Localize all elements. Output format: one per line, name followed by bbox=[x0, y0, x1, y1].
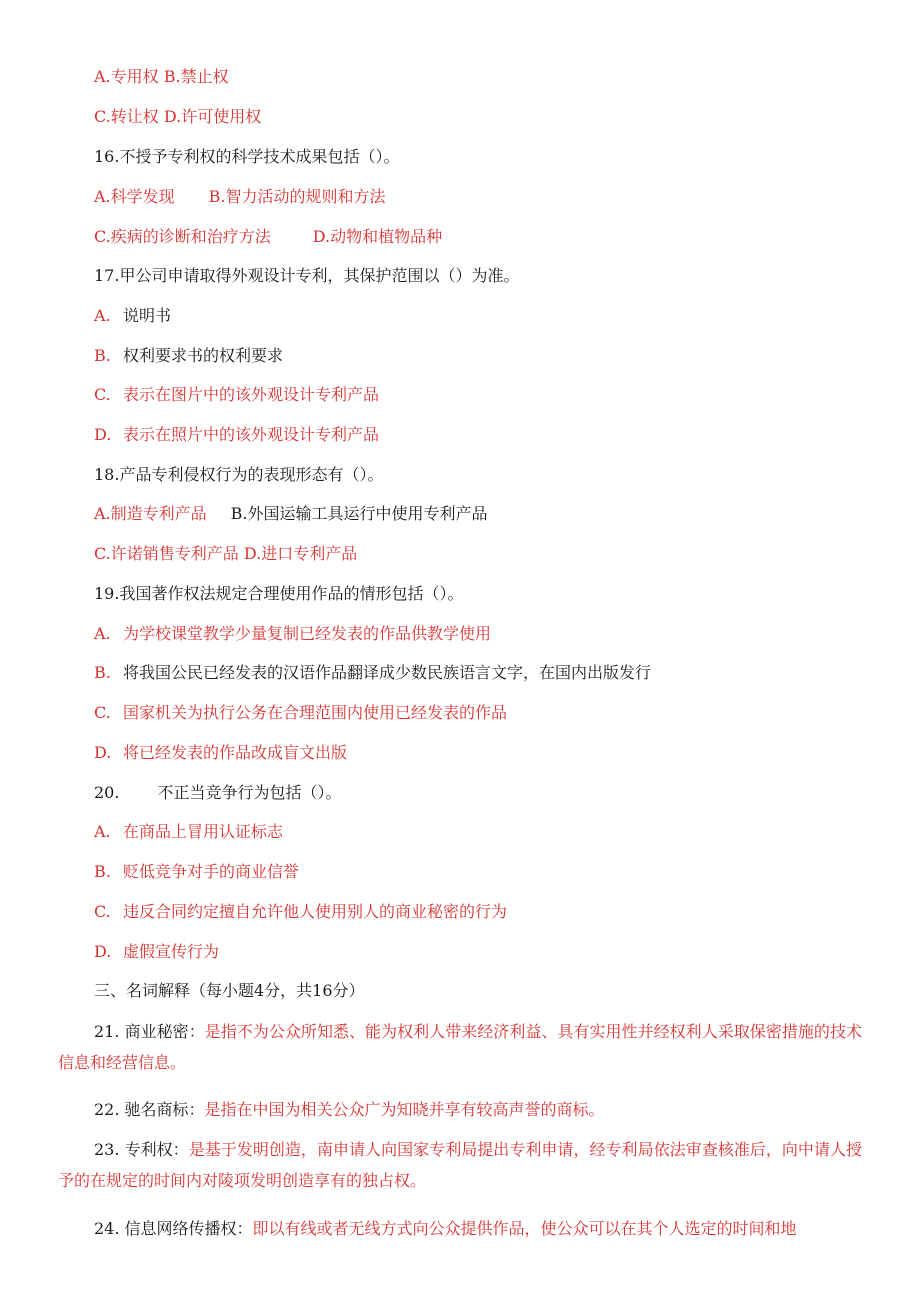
option-text: 表示在图片中的该外观设计专利产品 bbox=[123, 385, 380, 404]
option-label: D. bbox=[94, 942, 112, 961]
q15-option-a: A.专用权 bbox=[94, 67, 159, 86]
option-text: 国家机关为执行公务在合理范围内使用已经发表的作品 bbox=[123, 703, 508, 722]
option-text: 虚假宣传行为 bbox=[123, 942, 220, 961]
option-label: C. bbox=[94, 902, 111, 921]
option-label: B. bbox=[94, 346, 111, 365]
q15-options-ab bbox=[94, 67, 229, 87]
term-label: 22. 驰名商标： bbox=[94, 1100, 205, 1119]
q20-stem-line bbox=[94, 783, 341, 803]
q16-option-c: C.疾病的诊断和治疗方法 bbox=[94, 227, 271, 246]
q15-option-c: C.转让权 bbox=[94, 107, 159, 126]
q19-option-c bbox=[94, 703, 507, 723]
q17-option-b bbox=[94, 346, 283, 366]
q17-option-c bbox=[94, 385, 379, 405]
q18-option-b: B.外国运输工具运行中使用专利产品 bbox=[230, 504, 488, 523]
term-24 bbox=[58, 1213, 862, 1244]
q16-stem: 16.不授予专利权的科学技术成果包括（）。 bbox=[94, 147, 400, 166]
q20-option-b bbox=[94, 862, 299, 882]
q15-option-b: B.禁止权 bbox=[163, 67, 229, 86]
q16-option-d: D.动物和植物品种 bbox=[312, 227, 443, 246]
q15-option-d: D.许可使用权 bbox=[163, 107, 262, 126]
q19-stem: 19.我国著作权法规定合理使用作品的情形包括（）。 bbox=[94, 584, 464, 603]
q17-option-a bbox=[94, 306, 171, 326]
option-text: 将我国公民已经发表的汉语作品翻译成少数民族语言文字，在国内出版发行 bbox=[123, 663, 652, 682]
option-label: D. bbox=[94, 743, 112, 762]
q18-option-c: C.许诺销售专利产品 bbox=[94, 544, 239, 563]
option-label: D. bbox=[94, 425, 112, 444]
term-label: 21. 商业秘密： bbox=[94, 1022, 205, 1041]
term-definition: 是指在中国为相关公众广为知晓并享有较高声誉的商标。 bbox=[204, 1100, 605, 1119]
q16-option-a: A.科学发现 bbox=[94, 187, 175, 206]
q15-options-cd bbox=[94, 107, 261, 127]
option-text: 在商品上冒用认证标志 bbox=[123, 822, 284, 841]
option-text: 贬低竞争对手的商业信誉 bbox=[123, 862, 300, 881]
q20-option-c bbox=[94, 902, 507, 922]
q20-option-d bbox=[94, 942, 219, 962]
option-text: 表示在照片中的该外观设计专利产品 bbox=[123, 425, 380, 444]
section-heading: 三、名词解释（每小题4分，共16分） bbox=[94, 981, 365, 1000]
option-label: B. bbox=[94, 663, 111, 682]
q16-options-ab bbox=[94, 187, 386, 207]
option-text: 为学校课堂教学少量复制已经发表的作品供教学使用 bbox=[123, 624, 492, 643]
option-label: B. bbox=[94, 862, 111, 881]
q18-options-cd bbox=[94, 544, 357, 564]
q16-option-b: B.智力活动的规则和方法 bbox=[208, 187, 386, 206]
term-22 bbox=[58, 1094, 862, 1125]
q18-option-d: D.进口专利产品 bbox=[243, 544, 358, 563]
q17-option-d bbox=[94, 425, 379, 445]
q20-number: 20. bbox=[94, 783, 120, 802]
term-label: 23. 专利权： bbox=[94, 1140, 189, 1159]
term-21 bbox=[58, 1016, 862, 1078]
q18-stem: 18.产品专利侵权行为的表现形态有（）。 bbox=[94, 465, 384, 484]
q18-option-a: A.制造专利产品 bbox=[94, 504, 207, 523]
q18-options-ab bbox=[94, 504, 488, 524]
q20-stem: 不正当竞争行为包括（）。 bbox=[157, 783, 342, 802]
term-23 bbox=[58, 1134, 862, 1196]
q17-stem: 17.甲公司申请取得外观设计专利，其保护范围以（）为准。 bbox=[94, 266, 520, 285]
option-text: 权利要求书的权利要求 bbox=[123, 346, 284, 365]
option-text: 将已经发表的作品改成盲文出版 bbox=[123, 743, 348, 762]
q19-option-d bbox=[94, 743, 347, 763]
q19-option-b bbox=[94, 663, 651, 683]
term-definition: 是基于发明创造，南申请人向国家专利局提出专利申请，经专利局依法审查核准后，向中请人授予的在规定的时间内对陵项发明创造享有的独占权。 bbox=[58, 1140, 862, 1190]
option-label: C. bbox=[94, 703, 111, 722]
option-label: A. bbox=[94, 822, 111, 841]
term-definition: 是指不为公众所知悉、能为权利人带来经济利益、具有实用性并经权利人采取保密措施的技术信息和经营信息。 bbox=[58, 1022, 862, 1072]
option-text: 违反合同约定擅自允许他人使用别人的商业秘密的行为 bbox=[123, 902, 508, 921]
option-label: A. bbox=[94, 306, 111, 325]
q16-options-cd bbox=[94, 227, 442, 247]
term-label: 24. 信息网络传播权： bbox=[94, 1219, 253, 1238]
option-label: C. bbox=[94, 385, 111, 404]
option-text: 说明书 bbox=[123, 306, 172, 325]
q20-option-a bbox=[94, 822, 283, 842]
term-definition: 即以有线或者无线方式向公众提供作品，使公众可以在其个人选定的时间和地 bbox=[252, 1219, 797, 1238]
q19-option-a bbox=[94, 624, 491, 644]
option-label: A. bbox=[94, 624, 111, 643]
